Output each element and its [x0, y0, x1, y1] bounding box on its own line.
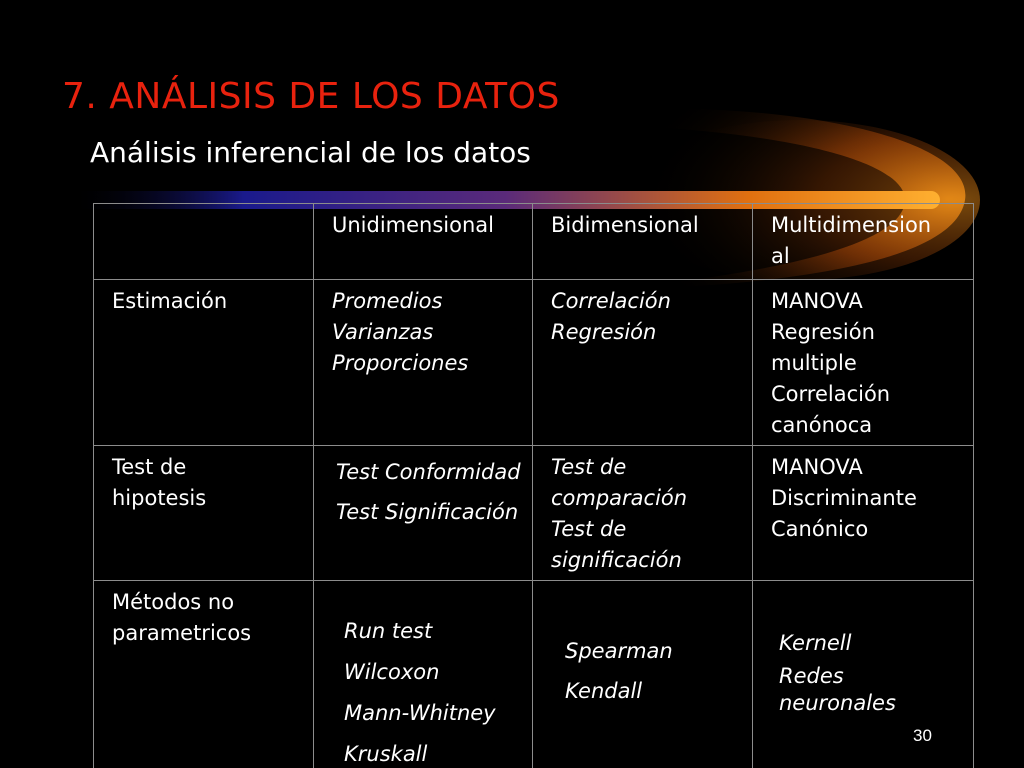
cell-line: Proporciones [332, 351, 469, 375]
cell-line: canónoca [771, 413, 873, 437]
row-label-line: parametricos [112, 621, 252, 645]
cell-line: Kendall [565, 679, 643, 703]
cell-line: MANOVA [771, 455, 863, 479]
cell-estimacion-multi [753, 280, 974, 446]
cell-line: multiple [771, 351, 857, 375]
header-bidimensional [533, 204, 753, 280]
cell-line: Kernell [779, 631, 852, 655]
cell-line: Test de [551, 455, 627, 479]
cell-metodos-uni [314, 581, 533, 768]
cell-line: Spearman [565, 639, 673, 663]
cell-line: Test Conformidad [336, 460, 521, 484]
row-label-line: Métodos no [112, 590, 235, 614]
row-label-line: Estimación [112, 289, 228, 313]
slide-title: 7. ANÁLISIS DE LOS DATOS [62, 76, 560, 117]
cell-line: Canónico [771, 517, 869, 541]
header-bidimensional-text: Bidimensional [551, 213, 699, 237]
cell-line: comparación [551, 486, 688, 510]
table-row-metodos-no-parametricos [94, 581, 974, 768]
cell-line: Test Significación [336, 500, 519, 524]
row-label-line: hipotesis [112, 486, 207, 510]
header-multidimensional-line: al [771, 244, 790, 268]
cell-line: Test de [551, 517, 627, 541]
cell-line: Regresión [551, 320, 657, 344]
table-row-test-hipotesis [94, 446, 974, 581]
cell-line: Varianzas [332, 320, 434, 344]
inferential-analysis-table [93, 203, 974, 768]
page-number: 30 [913, 726, 932, 745]
table-header-row [94, 204, 974, 280]
cell-line: Regresión [771, 320, 875, 344]
slide-subtitle: Análisis inferencial de los datos [90, 136, 531, 169]
row-label-test-hipotesis [94, 446, 314, 581]
header-corner-cell [94, 204, 314, 280]
cell-line: significación [551, 548, 682, 572]
cell-line: neuronales [779, 691, 896, 715]
cell-line: Run test [344, 619, 433, 643]
table-row-estimacion [94, 280, 974, 446]
cell-test-hipotesis-multi [753, 446, 974, 581]
cell-line: Mann-Whitney [344, 701, 496, 725]
cell-line: Kruskall [344, 742, 428, 766]
header-multidimensional-line: Multidimension [771, 213, 932, 237]
cell-line: MANOVA [771, 289, 863, 313]
row-label-metodos-no-parametricos [94, 581, 314, 768]
cell-estimacion-bi [533, 280, 753, 446]
header-unidimensional-text: Unidimensional [332, 213, 495, 237]
cell-estimacion-uni [314, 280, 533, 446]
header-unidimensional [314, 204, 533, 280]
header-multidimensional [753, 204, 974, 280]
row-label-line: Test de [112, 455, 187, 479]
cell-line: Correlación [551, 289, 671, 313]
cell-line: Correlación [771, 382, 891, 406]
cell-test-hipotesis-bi [533, 446, 753, 581]
cell-metodos-multi [753, 581, 974, 768]
cell-line: Wilcoxon [344, 660, 440, 684]
cell-line: Redes [779, 664, 844, 688]
cell-line: Discriminante [771, 486, 917, 510]
cell-line: Promedios [332, 289, 443, 313]
cell-metodos-bi [533, 581, 753, 768]
row-label-estimacion [94, 280, 314, 446]
cell-test-hipotesis-uni [314, 446, 533, 581]
